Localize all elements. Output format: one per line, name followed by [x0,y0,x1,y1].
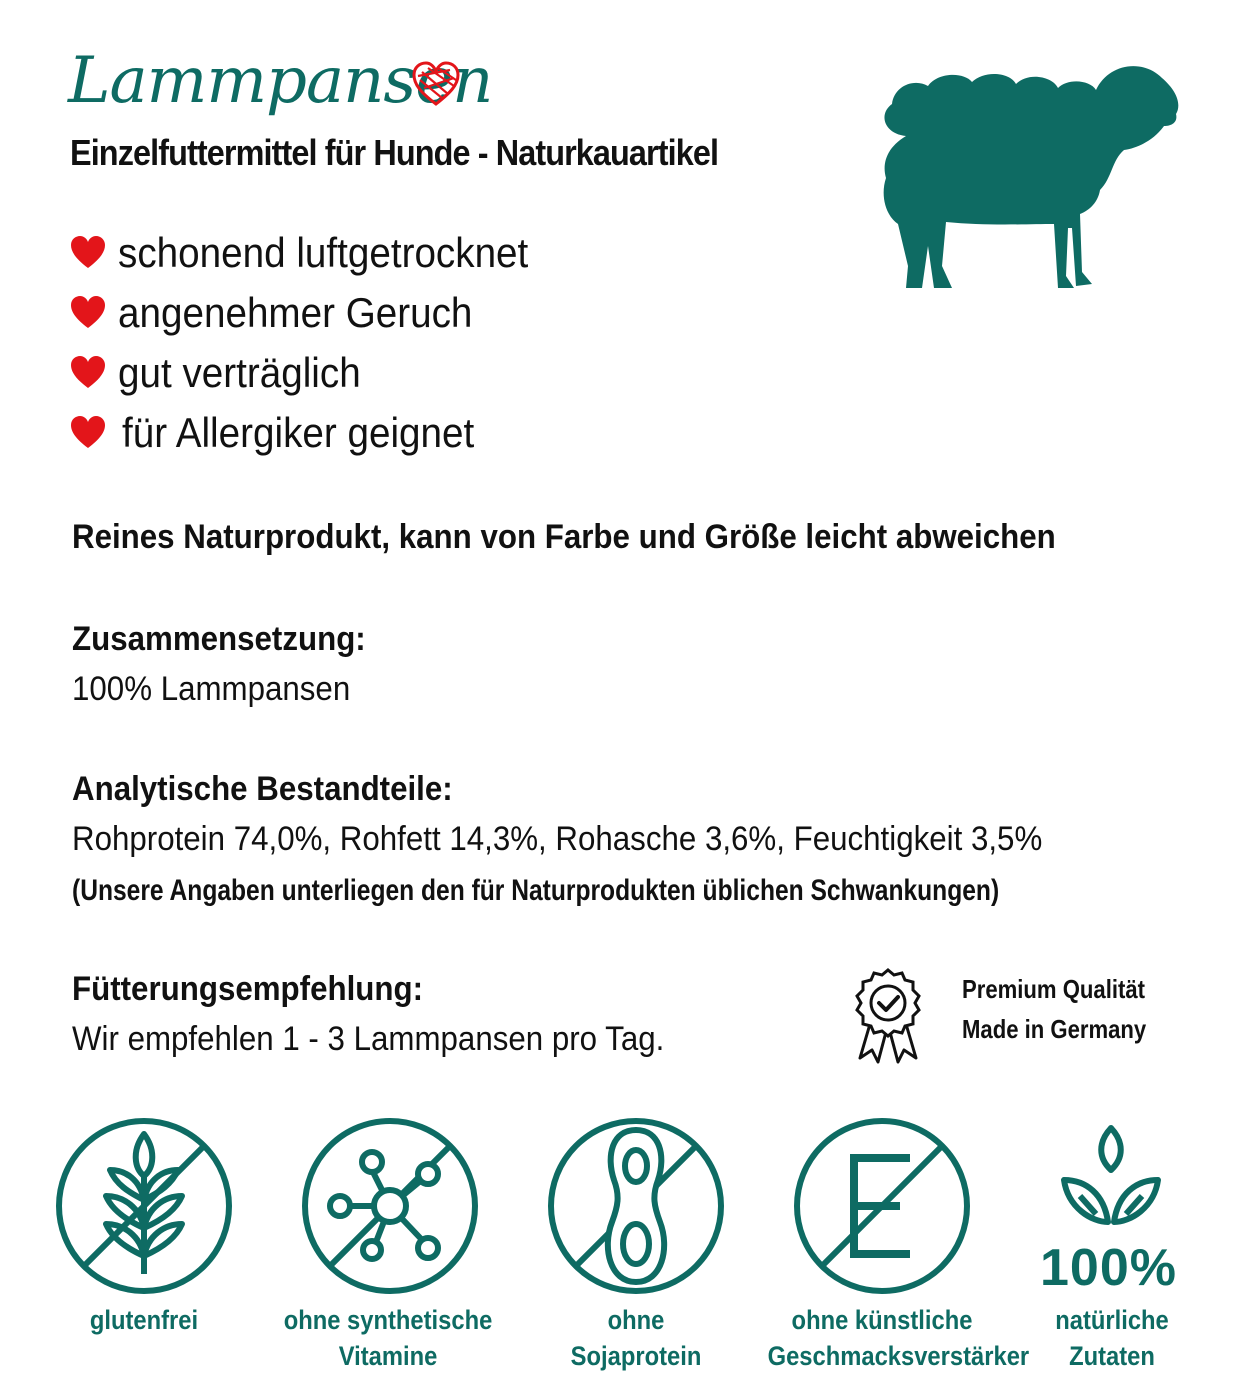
heart-doodle-icon [410,58,462,110]
composition-heading: Zusammensetzung: [72,620,366,658]
feature-text: angenehmer Geruch [118,289,473,336]
feature-item [70,224,564,282]
icon-label-soja: ohne Sojaprotein [570,1305,702,1371]
heart-icon [70,355,106,391]
wheat-crossed-icon [54,1116,234,1296]
analysis-heading: Analytische Bestandteile: [72,770,453,808]
percent-100: 100% [1040,1239,1177,1297]
icon-label-natuerlich: natürliche Zutaten [1055,1305,1169,1371]
heart-icon [70,415,106,451]
icon-label-glutenfrei: glutenfrei [89,1305,199,1335]
leaves-icon [1056,1122,1166,1232]
subtitle: Einzelfuttermittel für Hunde - Naturkauartikel [70,132,719,173]
quality-badge-line1: Premium Qualität [962,974,1145,1004]
heart-icon [70,295,106,331]
natural-product-note: Reines Naturprodukt, kann von Farbe und Größe leicht abweichen [72,518,1056,556]
feeding-heading: Fütterungsempfehlung: [72,970,424,1008]
feature-item [70,284,503,342]
quality-rosette-icon [848,966,928,1066]
analysis-disclaimer: (Unsere Angaben unterliegen den für Naturprodukten üblichen Schwankungen) [72,874,1000,907]
e-additive-crossed-icon [792,1116,972,1296]
feeding-text: Wir empfehlen 1 - 3 Lammpansen pro Tag. [72,1020,665,1058]
molecule-crossed-icon [300,1116,480,1296]
page-title: Lammpansen [68,44,493,118]
peanut-crossed-icon [546,1116,726,1296]
sheep-icon [876,56,1182,292]
quality-badge-line2: Made in Germany [962,1014,1147,1044]
feature-text: schonend luftgetrocknet [118,229,529,276]
icon-label-vitamine: ohne synthetische Vitamine [283,1305,493,1371]
feature-item [70,344,382,402]
feature-item [70,404,505,462]
heart-icon [70,235,106,271]
analysis-text: Rohprotein 74,0%, Rohfett 14,3%, Rohasche 3,6%, Feuchtigkeit 3,5% [72,820,1043,858]
icon-label-geschmack: ohne künstliche Geschmacksverstärker [767,1305,1030,1371]
feature-text: für Allergiker geignet [122,409,475,456]
composition-text: 100% Lammpansen [72,670,351,708]
feature-text: gut verträglich [118,349,361,396]
